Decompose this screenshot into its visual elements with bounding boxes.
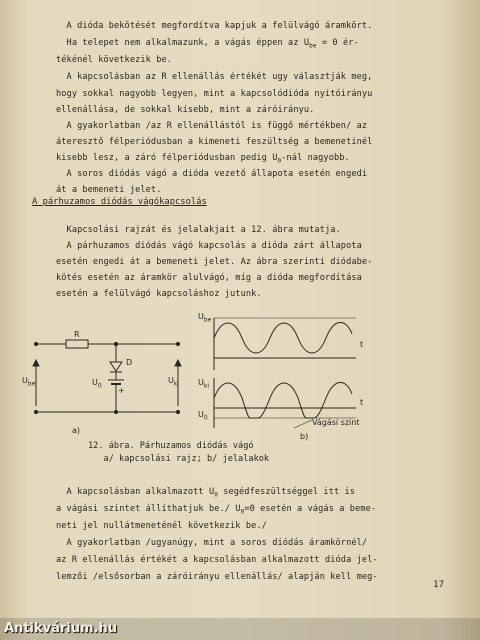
text-line: ellenállása, de sokkal kisebb, mint a záróirányu. [56, 105, 315, 115]
text-line: Kapcsolási rajzát és jelalakjait a 12. ábra mutatja. [56, 225, 341, 235]
figure-caption-line: 12. ábra. Párhuzamos diódás vágó [88, 441, 254, 451]
label-b: b) [300, 432, 309, 441]
label-uki: $U_{ki}$ [168, 376, 180, 388]
text-line: kisebb lesz, a záró félperiódusban pedig $U_0$-nál nagyobb. [56, 153, 350, 165]
ube-arrowhead [33, 360, 39, 366]
axis-label-ube: $U_{be}$ [198, 312, 212, 324]
label-ube: $U_{be}$ [22, 376, 36, 388]
text-line: a vágási szintet állíthatjuk be./ $U_0=0$ esetén a vágás a beme- [56, 504, 377, 516]
axis-label-t2: t [360, 398, 364, 407]
text-line: neti jel nullátmeneténél következik be./ [56, 521, 267, 531]
text-line: A dióda bekötését megfordítva kapjuk a felülvágó áramkört. [56, 21, 373, 31]
text-line: át a bemeneti jelet. [56, 185, 162, 195]
watermark-banner [0, 618, 480, 640]
text-line: A gyakorlatban /ugyanúgy, mint a soros diódás áramkörnél/ [56, 538, 368, 548]
axis-label-u0: $U_0$ [198, 410, 208, 422]
text-line: A kapcsolásban az R ellenállás értékét ugy választják meg, [56, 72, 373, 82]
text-line: lemzői /elsősorban a záróirányu ellenállás/ alapján kell meg- [56, 572, 378, 582]
label-plus: + [118, 386, 125, 395]
text-line: esetén engedi át a bemeneti jelet. Az ábra szerinti diódabe- [56, 257, 373, 267]
text-line: tékénél következik be. [56, 55, 173, 65]
text-line: A párhuzamos diódás vágó kapcsolás a dióda zárt állapota [56, 241, 362, 251]
ube-waveform [214, 322, 352, 353]
text-line: az R ellenállás értékét a kapcsolásban alkalmazott dióda jel- [56, 555, 378, 565]
resistor-r [66, 340, 88, 348]
text-line: Ha telepet nem alkalmazunk, a vágás éppen az $U_{be} = 0$ ér- [56, 38, 359, 50]
label-u0: $U_0$ [92, 378, 102, 390]
text-line: A kapcsolásban alkalmazott $U_0$ segédfeszültséggel itt is [56, 487, 356, 499]
label-r: R [74, 330, 80, 339]
uki-waveform [214, 382, 352, 418]
section-heading: A párhuzamos diódás vágókapcsolás [32, 197, 207, 207]
label-a: a) [72, 426, 81, 435]
cut-level-label: Vágási szint [312, 418, 360, 427]
page-number: 17 [433, 580, 444, 590]
text-line: A soros diódás vágó a dióda vezető állapota esetén engedi [56, 169, 368, 179]
watermark-text: Antikvárium.hu [4, 621, 117, 636]
text-line: hogy sokkal nagyobb legyen, mint a kapcsolódióda nyitóirányu [56, 89, 373, 99]
diode-symbol [110, 362, 122, 371]
text-line: kötés esetén az áramkör alulvágó, míg a dióda megfordítása [56, 273, 362, 283]
figure-caption-line: a/ kapcsolási rajz; b/ jelalakok [88, 454, 270, 464]
label-d: D [126, 358, 133, 367]
axis-label-t1: t [360, 340, 364, 349]
uki-arrowhead [175, 360, 181, 366]
text-line: A gyakorlatban /az R ellenállástól is függő mértékben/ az [56, 121, 368, 131]
text-line: áteresztő félperiódusban a kimeneti feszültség a bemenetinél [56, 137, 373, 147]
axis-label-uki: $U_{ki}$ [198, 378, 210, 390]
text-line: esetén a felülvágó kapcsoláshoz jutunk. [56, 289, 262, 299]
